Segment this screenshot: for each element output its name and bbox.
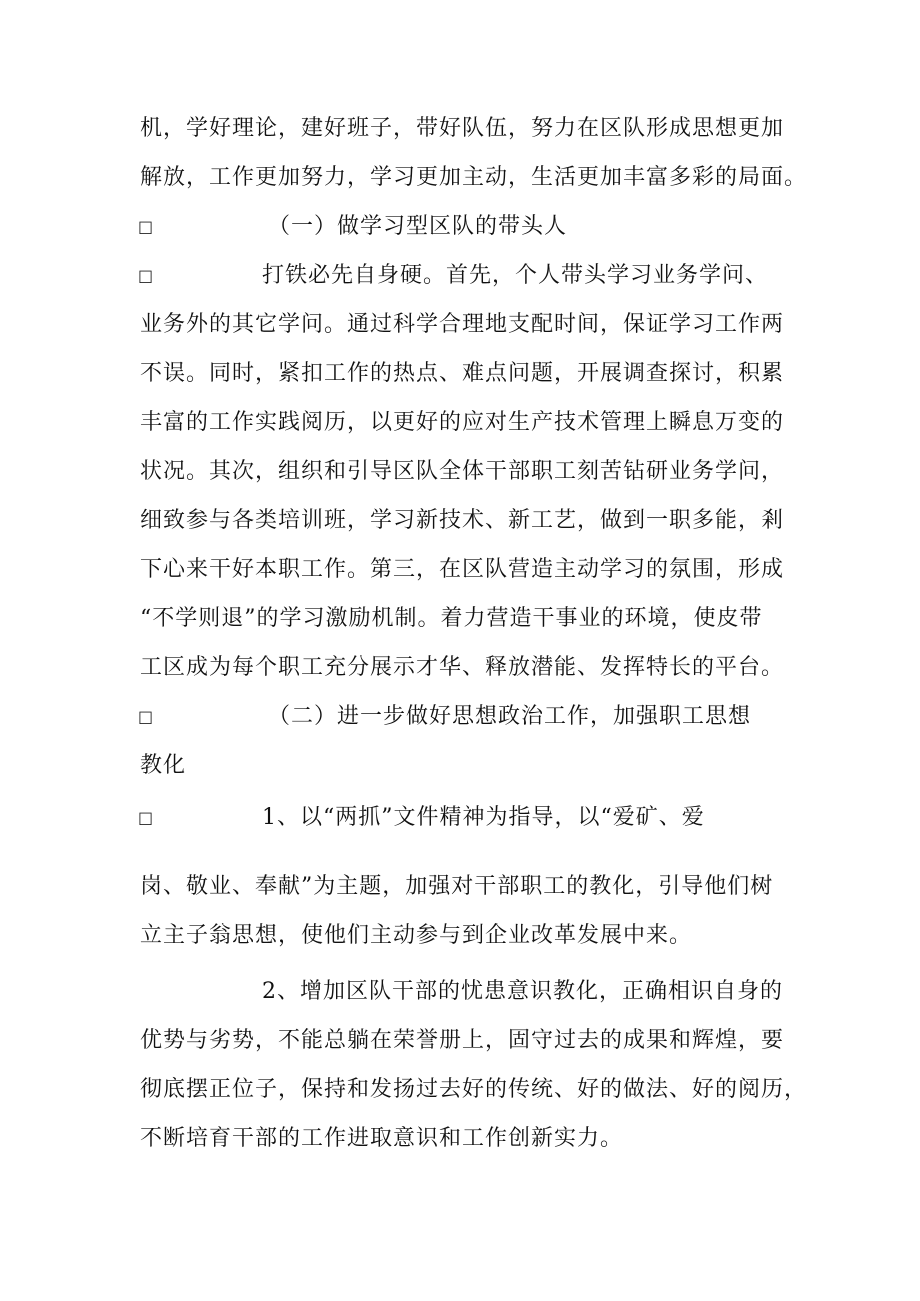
text-line-5: 业务外的其它学问。通过科学合理地支配时间，保证学习工作两 <box>140 312 785 337</box>
text-line-11: “不学则退”的学习激励机制。着力营造干事业的环境，使皮带 <box>140 606 763 631</box>
checkbox-marker-4: □ <box>138 808 154 827</box>
text-line-21: 不断培育干部的工作进取意识和工作创新实力。 <box>140 1126 624 1151</box>
checkbox-marker-3: □ <box>138 707 154 726</box>
text-line-10: 下心来干好本职工作。第三，在区队营造主动学习的氛围，形成 <box>140 557 785 582</box>
text-line-12: 工区成为每个职工充分展示才华、释放潜能、发挥特长的平台。 <box>140 655 785 680</box>
text-line-20: 彻底摆正位子，保持和发扬过去好的传统、好的做法、好的阅历， <box>140 1077 808 1102</box>
list-item-1: 1、以“两抓”文件精神为指导，以“爱矿、爱 <box>262 805 705 830</box>
checkbox-marker-1: □ <box>138 217 154 236</box>
section-heading-1: （一）做学习型区队的带头人 <box>268 214 568 239</box>
text-line-19: 优势与劣势，不能总躺在荣誉册上，固守过去的成果和辉煌，要 <box>140 1028 785 1053</box>
section-heading-2-cont: 教化 <box>140 753 187 778</box>
list-item-2: 2、增加区队干部的忧患意识教化，正确相识自身的 <box>262 979 783 1004</box>
section-heading-2: （二）进一步做好思想政治工作，加强职工思想 <box>268 704 752 729</box>
text-line-1: 机，学好理论，建好班子，带好队伍，努力在区队形成思想更加 <box>140 116 785 141</box>
text-line-6: 不误。同时，紧扣工作的热点、难点问题，开展调查探讨，积累 <box>140 361 785 386</box>
text-line-2: 解放，工作更加努力，学习更加主动，生活更加丰富多彩的局面。 <box>140 165 808 190</box>
text-line-9: 细致参与各类培训班，学习新技术、新工艺，做到一职多能，剎 <box>140 508 785 533</box>
text-line-7: 丰富的工作实践阅历，以更好的应对生产技术管理上瞬息万变的 <box>140 410 785 435</box>
checkbox-marker-2: □ <box>138 266 154 285</box>
text-line-17: 立主子翁思想，使他们主动参与到企业改革发展中来。 <box>140 923 693 948</box>
text-line-8: 状况。其次，组织和引导区队全体干部职工刻苦钻研业务学问， <box>140 459 785 484</box>
text-line-4: 打铁必先自身硬。首先，个人带头学习业务学问、 <box>262 263 769 288</box>
text-line-16: 岗、敬业、奉献”为主题，加强对干部职工的教化，引导他们树 <box>140 874 774 899</box>
